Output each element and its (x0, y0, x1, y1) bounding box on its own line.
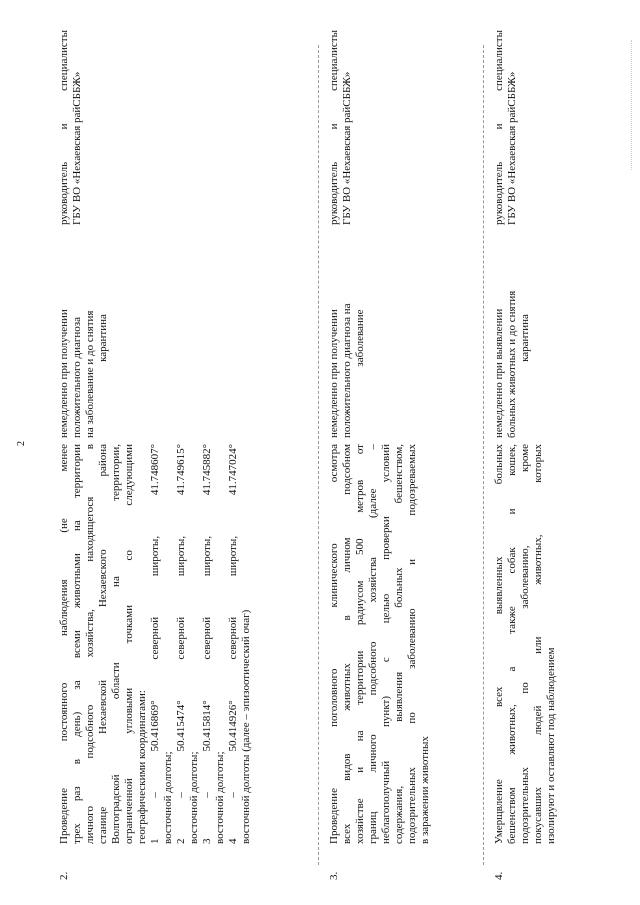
responsible-line: руководитель и специалисты (58, 30, 70, 225)
deadline-line: карантина (97, 314, 109, 362)
measure-line: Умерщвление всех выявленных больных (493, 444, 505, 844)
scan-edge-mark (631, 40, 638, 170)
responsible-line: ГБУ ВО «Нехаевская райСББЖ» (506, 71, 518, 225)
responsible-line: ГБУ ВО «Нехаевская райСББЖ» (71, 71, 83, 225)
measure-line: в заражении животных (419, 736, 431, 844)
measure-line: бешенством животных, а также собак и кошек, (506, 444, 518, 844)
deadline-line: на заболевание и до снятия (84, 310, 96, 438)
page-number: 2 (16, 441, 27, 446)
measure-line: всех видов животных в личном подсобном (341, 444, 353, 844)
row-divider (318, 45, 319, 865)
measure-line: восточной долготы; (162, 751, 174, 844)
measure-line: восточной долготы; (188, 751, 200, 844)
responsible-cell (493, 30, 519, 225)
measure-line: Проведение постоянного наблюдения (не менее (58, 444, 70, 844)
measure-line: подозрительных по заболеванию, кроме (519, 444, 531, 844)
responsible-cell (328, 30, 354, 225)
measure-cell (493, 444, 558, 844)
measure-line: неблагополучный пункт) с целью проверки условий (380, 444, 392, 844)
measure-line: Волгоградской области на территории, (110, 444, 122, 844)
deadline-cell (58, 238, 110, 438)
responsible-line: руководитель и специалисты (328, 30, 340, 225)
measure-line: Проведение поголовного клинического осмотра (328, 444, 340, 844)
deadline-line: немедленно при выявлении (493, 308, 505, 438)
measure-cell (58, 444, 253, 844)
measures-table (58, 30, 578, 880)
measure-line: станице Нехаевской Нехаевского района (97, 444, 109, 844)
measure-line: ограниченной угловыми точками со следующими (123, 444, 135, 844)
row-number: 4. (493, 871, 505, 880)
measure-line: покусавших людей или животных, которых (532, 444, 544, 844)
deadline-line: положительного диагноза (71, 316, 83, 438)
measure-cell (328, 444, 432, 844)
table-row (493, 30, 583, 880)
deadline-line: положительного диагноза на (341, 303, 353, 438)
deadline-line: заболевание (354, 309, 366, 367)
measure-line: 2 – 50.415474° северной широты, 41.749615° (175, 444, 187, 844)
row-divider (483, 45, 484, 865)
measure-line: границ личного подсобного хозяйства (далее – (367, 444, 379, 844)
measure-line: хозяйстве и на территории радиусом 500 метров от (354, 444, 366, 844)
measure-line: 1 – 50.416869° северной широты, 41.748607° (149, 444, 161, 844)
row-number: 2. (58, 871, 70, 880)
table-row (328, 30, 478, 880)
responsible-cell (58, 30, 84, 225)
measure-line: подозрительных по заболеванию и подозреваемых (406, 444, 418, 844)
measure-line: 3 – 50.415814° северной широты, 41.745882° (201, 444, 213, 844)
deadline-line: карантина (519, 314, 531, 362)
table-row (58, 30, 313, 880)
measure-line: восточной долготы (далее – эпизоотический очаг) (240, 609, 252, 844)
responsible-line: ГБУ ВО «Нехаевская райСББЖ» (341, 71, 353, 225)
measure-line: восточной долготы; (214, 751, 226, 844)
row-number: 3. (328, 871, 340, 880)
deadline-line: немедленно при получении (328, 309, 340, 438)
measure-line: личного подсобного хозяйства, находящегося в (84, 444, 96, 844)
measure-line: изолируют и оставляют под наблюдением (545, 647, 557, 844)
deadline-cell (328, 238, 367, 438)
measure-line: содержания, выявления больных бешенством, (393, 444, 405, 844)
deadline-line: немедленно при получении (58, 309, 70, 438)
measure-line: географическими координатами: (136, 690, 148, 844)
measure-line: 4 – 50.414926° северной широты, 41.747024° (227, 444, 239, 844)
measure-line: трех раз в день) за всеми животными на территории (71, 444, 83, 844)
deadline-line: больных животных и до снятия (506, 290, 518, 438)
deadline-cell (493, 238, 532, 438)
responsible-line: руководитель и специалисты (493, 30, 505, 225)
